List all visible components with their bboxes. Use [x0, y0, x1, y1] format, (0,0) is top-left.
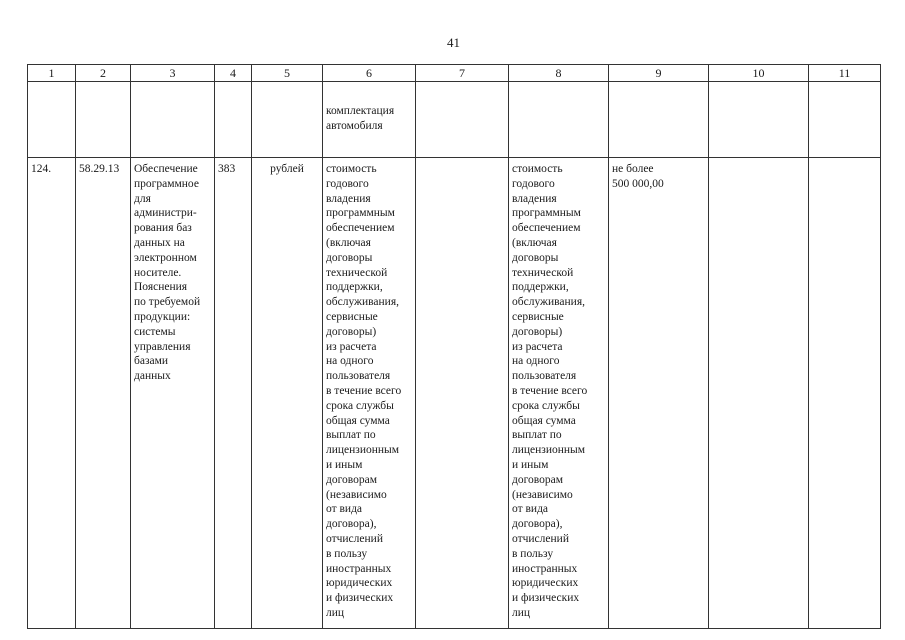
text-line: в пользу	[326, 547, 368, 560]
text-line: отчислений	[326, 532, 383, 545]
text-line: владения	[512, 192, 557, 205]
table-row	[28, 158, 881, 629]
text-line: договора),	[326, 518, 377, 531]
text-line: лиц	[512, 606, 531, 619]
cell	[609, 82, 709, 158]
text-line: электронном	[134, 251, 197, 264]
text-line: автомобиля	[326, 119, 383, 132]
text-line: иностранных	[326, 562, 392, 575]
header-cell-4: 4	[215, 65, 252, 82]
text-line: юридических	[512, 577, 579, 590]
continuation-characteristic-cell	[323, 82, 416, 158]
text-line: носителе.	[134, 266, 182, 279]
text-line: от вида	[512, 503, 549, 516]
text-line: иностранных	[512, 562, 578, 575]
text-line: программным	[326, 207, 395, 220]
text-line: выплат по	[326, 429, 376, 442]
text-line: владения	[326, 192, 371, 205]
header-cell-1: 1	[28, 65, 76, 82]
header-cell-10: 10	[709, 65, 809, 82]
text-line: (включая	[326, 236, 371, 249]
cell	[509, 82, 609, 158]
text-line: технической	[512, 266, 574, 279]
text-line: технической	[326, 266, 388, 279]
text-line: в течение всего	[326, 384, 402, 397]
text-line: обслуживания,	[512, 296, 585, 309]
text-line: не более	[612, 163, 654, 175]
text-line: 500 000,00	[612, 177, 664, 190]
text-line: на одного	[326, 355, 374, 368]
row-number-cell: 124.	[28, 158, 76, 629]
text-line: лицензионным	[512, 444, 586, 457]
text-line: программным	[512, 207, 581, 220]
text-line: комплектация	[326, 105, 395, 117]
text-line: администри-	[134, 207, 197, 220]
cell	[215, 82, 252, 158]
text-line: данных	[134, 370, 171, 383]
text-line: из расчета	[512, 340, 563, 353]
text-line: для	[134, 192, 151, 205]
text-line: поддержки,	[326, 281, 383, 294]
text-line: срока службы	[326, 399, 394, 412]
okpd2-code-cell: 58.29.13	[76, 158, 131, 629]
text-line: (независимо	[326, 488, 387, 501]
text-line: договорам	[512, 473, 564, 486]
text-line: общая сумма	[326, 414, 390, 427]
text-line: срока службы	[512, 399, 580, 412]
text-line: Обеспечение	[134, 163, 198, 175]
product-name-cell	[131, 158, 215, 629]
text-line: и физических	[326, 592, 394, 605]
header-cell-2: 2	[76, 65, 131, 82]
cell	[252, 82, 323, 158]
header-cell-7: 7	[416, 65, 509, 82]
text-line: Пояснения	[134, 281, 188, 294]
cell	[131, 82, 215, 158]
okei-code-cell: 383	[215, 158, 252, 629]
text-line: программное	[134, 177, 199, 190]
text-line: на одного	[512, 355, 560, 368]
cell	[709, 158, 809, 629]
text-line: стоимость	[512, 163, 563, 175]
continuation-row	[28, 82, 881, 158]
text-line: договорам	[326, 473, 378, 486]
text-line: договоры)	[512, 325, 563, 338]
cell	[28, 82, 76, 158]
text-line: юридических	[326, 577, 393, 590]
text-line: общая сумма	[512, 414, 576, 427]
text-line: пользователя	[512, 370, 577, 383]
text-line: лицензионным	[326, 444, 400, 457]
text-line: (включая	[512, 236, 557, 249]
cell	[809, 158, 881, 629]
header-cell-5: 5	[252, 65, 323, 82]
text-line: продукции:	[134, 310, 191, 323]
header-cell-6: 6	[323, 65, 416, 82]
requirements-table	[27, 64, 881, 629]
text-line: выплат по	[512, 429, 562, 442]
text-line: договора),	[512, 518, 563, 531]
text-line: стоимость	[326, 163, 377, 175]
text-line: и физических	[512, 592, 580, 605]
text-line: договоры	[512, 251, 559, 264]
header-cell-3: 3	[131, 65, 215, 82]
text-line: от вида	[326, 503, 363, 516]
cell	[76, 82, 131, 158]
text-line: обеспечением	[512, 222, 581, 235]
text-line: в пользу	[512, 547, 554, 560]
text-line: годового	[326, 177, 369, 190]
header-cell-11: 11	[809, 65, 881, 82]
header-cell-9: 9	[609, 65, 709, 82]
header-row	[28, 65, 881, 82]
text-line: и иным	[326, 458, 363, 471]
text-line: системы	[134, 325, 176, 338]
text-line: пользователя	[326, 370, 391, 383]
text-line: (независимо	[512, 488, 573, 501]
text-line: данных на	[134, 236, 185, 249]
text-line: договоры	[326, 251, 373, 264]
cell	[709, 82, 809, 158]
cell	[416, 82, 509, 158]
text-line: базами	[134, 355, 169, 368]
text-line: сервисные	[326, 310, 378, 323]
okei-unit-cell: рублей	[252, 158, 323, 629]
text-line: сервисные	[512, 310, 564, 323]
page-number: 41	[447, 35, 460, 50]
text-line: обслуживания,	[326, 296, 399, 309]
text-line: договоры)	[326, 325, 377, 338]
cell	[416, 158, 509, 629]
text-line: обеспечением	[326, 222, 395, 235]
text-line: лиц	[326, 606, 345, 619]
text-line: управления	[134, 340, 191, 353]
text-line: и иным	[512, 458, 549, 471]
characteristic-cell	[323, 158, 416, 629]
characteristic-col8-cell	[509, 158, 609, 629]
cell	[809, 82, 881, 158]
header-cell-8: 8	[509, 65, 609, 82]
text-line: по требуемой	[134, 296, 201, 309]
text-line: поддержки,	[512, 281, 569, 294]
text-line: из расчета	[326, 340, 377, 353]
text-line: рования баз	[134, 222, 192, 235]
text-line: в течение всего	[512, 384, 588, 397]
value-cell	[609, 158, 709, 629]
text-line: отчислений	[512, 532, 569, 545]
text-line: годового	[512, 177, 555, 190]
